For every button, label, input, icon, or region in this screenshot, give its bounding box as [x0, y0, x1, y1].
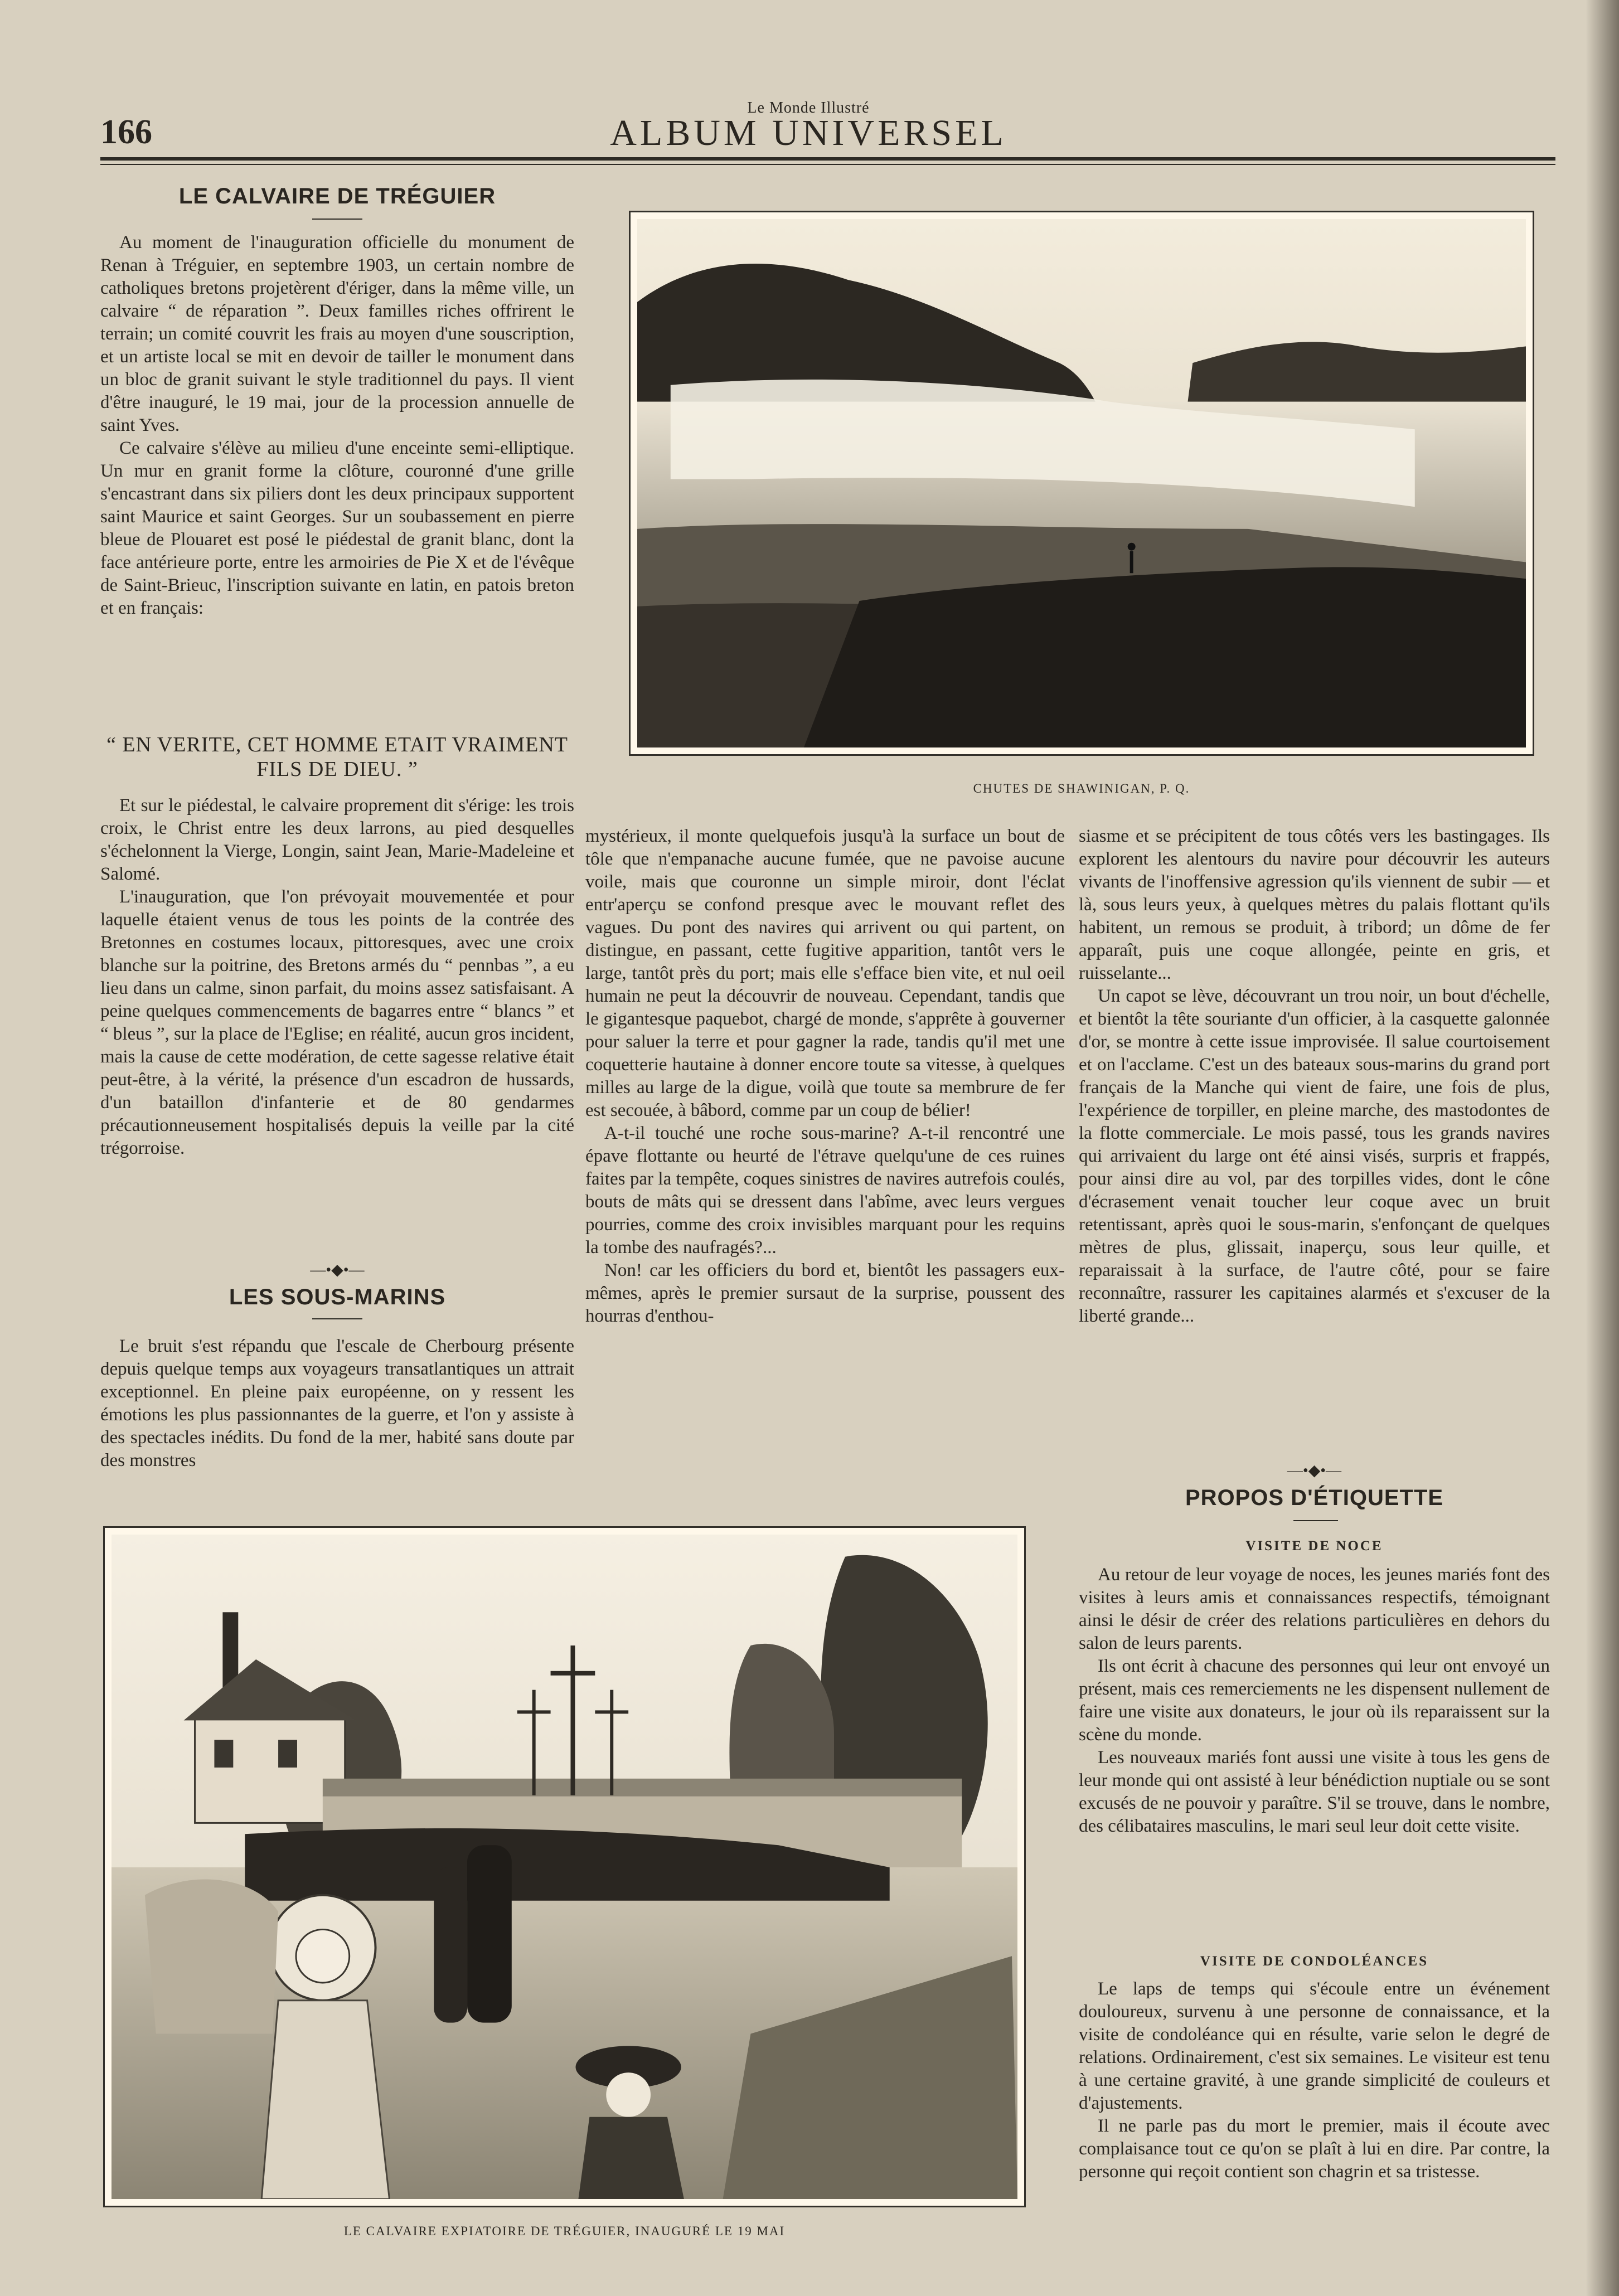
publication-title: ALBUM UNIVERSEL: [610, 113, 1007, 153]
masthead: Le Monde Illustré: [747, 99, 870, 117]
section-ornament: —•◆•—: [1287, 1462, 1342, 1479]
calvaire-paragraph: Et sur le piédestal, le calvaire proprement dit s'érige: les trois croix, le Christ entre les deux larrons, au pied desquelles s'échelonnent la Vierge, Longin, saint Jean, Marie-Madeleine et Salomé.: [100, 795, 574, 884]
section-ornament: —•◆•—: [310, 1261, 365, 1279]
sous-marins-col2: [585, 825, 1065, 1328]
sous-marins-paragraph: Le bruit s'est répandu que l'escale de Cherbourg présente depuis quelque temps aux voyageurs transatlantiques un attrait exceptionnel. En pleine paix européenne, on y ressent les émotions les plus passionnantes de la guerre, et l'on y assiste à des spectacles inédits. Du fond de la mer, habité sans doute par des monstres: [100, 1336, 574, 1470]
heading-rule: [312, 219, 362, 220]
page-number: 166: [100, 113, 152, 151]
sous-marins-paragraph: siasme et se précipitent de tous côtés vers les bastingages. Ils explorent les alentours du navire pour découvrir les auteurs vivants de l'inoffensive agression qu'ils viennent de subir — et là, sous leurs yeux, à quelques mètres du palais flottant qu'ils habitent, un remous se produit, à tribord; un dôme de fer apparaît, puis une coque allongée, peinte en gris, et ruisselante...: [1079, 826, 1550, 983]
calvaire-paragraph: L'inauguration, que l'on prévoyait mouvementée et pour laquelle étaient venus de tous les points de la contrée des Bretonnes en costumes locaux, pittoresques, avec une croix blanche sur la poitrine, des Bretons armés du “ pennbas ”, a eu lieu dans un calme, sinon parfait, du moins assez satisfaisant. A peine quelques commencements de bagarres entre “ blancs ” et “ bleus ”, sur la place de l'Eglise; en réalité, aucun gros incident, mais la cause de cette modération, de cette sagesse relative était peut-être, à la vérité, la présence d'un escadron de hussards, d'un bataillon d'infanterie et de 80 gendarmes précautionneusement hospitalisés depuis la veille par la cité trégorroise.: [100, 887, 574, 1158]
etiquette-condoleances-text: [1079, 1978, 1550, 2183]
sous-marins-paragraph: A-t-il touché une roche sous-marine? A-t-il rencontré une épave flottante ou heurté de l'étrave quelqu'une de ces ruines faites par la tempête, coques sinistres de navires autrefois coulés, bouts de mâts qui se dressent dans l'abîme, avec leurs vergues pourries, comme des croix invisibles marquant pour les requins la tombe des naufragés?...: [585, 1123, 1065, 1258]
etiquette-noce-text: [1079, 1564, 1550, 1838]
etiquette-paragraph: Ils ont écrit à chacune des personnes qui leur ont envoyé un présent, mais ces remerciements ne les dispensent nullement de faire une visite aux donateurs, le jour où ils reparaissent sur la scène du monde.: [1079, 1656, 1550, 1745]
sous-marins-col3: [1079, 825, 1550, 1328]
heading-rule: [1293, 1520, 1338, 1521]
sous-marins-paragraph: mystérieux, il monte quelquefois jusqu'à la surface un bout de tôle que n'empanache aucune fumée, que ne pavoise aucune voile, mais que couronne un simple miroir, dont l'éclat entr'aperçu se confond presque avec le mouvant reflet des vagues. Du pont des navires qui arrivent ou qui partent, on distingue, en passant, cette fugitive apparition, tantôt vers le large, tantôt près du port; mais elle s'efface bien vite, et nul oeil humain ne peut la découvrir de nouveau. Cependant, tandis que le gigantesque paquebot, chargé de monde, s'apprête à gouverner pour saluer la terre et pour gagner la rade, tandis qu'il met une coquetterie hautaine à donner encore toute sa vitesse, à quelques milles au large de la digue, voilà que toute sa membrure de fer est secouée, à bâbord, comme par un coup de bélier!: [585, 826, 1065, 1120]
visite-de-condoleances-subheading: VISITE DE CONDOLÉANCES: [1200, 1954, 1429, 1969]
shawinigan-illustration: [637, 219, 1526, 747]
calvaire-heading: LE CALVAIRE DE TRÉGUIER: [178, 184, 496, 208]
etiquette-heading: PROPOS D'ÉTIQUETTE: [1185, 1486, 1444, 1510]
calvaire-paragraph: Au moment de l'inauguration officielle du monument de Renan à Tréguier, en septembre 1903, un certain nombre de catholiques bretons projetèrent d'ériger, dans la même ville, un calvaire “ de réparation ”. Deux familles riches offrirent le terrain; un comité couvrit les frais au moyen d'une souscription, et un artiste local se mit en devoir de tailler le monument dans un bloc de granit suivant le style traditionnel du pays. Il vient d'être inauguré, le 19 mai, jour de la procession annuelle de saint Yves.: [100, 232, 574, 435]
calvaire-text-continued: [100, 794, 574, 1160]
sous-marins-col1: [100, 1335, 574, 1472]
calvaire-inscription-quote: “ EN VERITE, CET HOMME ETAIT VRAIMENT FILS DE DIEU. ”: [106, 733, 569, 781]
heading-rule: [312, 1318, 362, 1319]
calvaire-paragraph: Ce calvaire s'élève au milieu d'une enceinte semi-elliptique. Un mur en granit forme la clôture, couronné d'une grille s'encastrant dans six piliers dont les deux principaux supportent saint Maurice et saint Georges. Sur un soubassement en pierre bleue de Plouaret est posé le piédestal de granit blanc, dont la face antérieure porte, entre les armoiries de Pie X et de l'évêque de Saint-Brieuc, l'inscription suivante en latin, en patois breton et en français:: [100, 438, 574, 618]
calvaire-caption: LE CALVAIRE EXPIATOIRE DE TRÉGUIER, INAUGURÉ LE 19 MAI: [343, 2224, 786, 2238]
etiquette-paragraph: Le laps de temps qui s'écoule entre un événement douloureux, survenu à une personne de connaissance, et la visite de condoléance qui en résulte, varie selon le degré de relations. Ordinairement, c'est six semaines. Le visiteur est tenu à une certaine gravité, à une grande simplicité de couleurs et d'ajustements.: [1079, 1979, 1550, 2113]
sous-marins-heading: LES SOUS-MARINS: [229, 1285, 446, 1309]
etiquette-paragraph: Au retour de leur voyage de noces, les jeunes mariés font des visites à leurs amis et connaissances respectifs, témoignant ainsi le désir de créer des relations particulières en dehors du salon de leurs parents.: [1079, 1565, 1550, 1653]
shawinigan-caption: CHUTES DE SHAWINIGAN, P. Q.: [973, 781, 1190, 795]
calvaire-illustration: [112, 1535, 1017, 2199]
header-rule: [100, 157, 1555, 161]
etiquette-paragraph: Les nouveaux mariés font aussi une visite à tous les gens de leur monde qui ont assisté à leur bénédiction nuptiale ou se sont excusés de ne pouvoir y paraître. S'il se trouve, dans le nombre, des célibataires masculins, le mari seul leur doit cette visite.: [1079, 1748, 1550, 1836]
etiquette-paragraph: Il ne parle pas du mort le premier, mais il écoute avec complaisance tout ce qu'on se plaît à lui en dire. Par contre, la personne qui reçoit contient son chagrin et sa tristesse.: [1079, 2116, 1550, 2182]
page-edge-shadow: [1586, 0, 1619, 2296]
header-rule-thin: [100, 164, 1555, 165]
sous-marins-paragraph: Non! car les officiers du bord et, bientôt les passagers eux-mêmes, après le premier sursaut de la surprise, poussent des hourras d'enthou-: [585, 1260, 1065, 1326]
visite-de-noce-subheading: VISITE DE NOCE: [1245, 1538, 1383, 1554]
shawinigan-falls-photo: [629, 211, 1534, 756]
calvaire-text: [100, 231, 574, 620]
sous-marins-paragraph: Un capot se lève, découvrant un trou noir, un bout d'échelle, et bientôt la tête souriante d'un officier, à la casquette galonnée d'or, se montre à cette issue improvisée. Il salue courtoisement et on l'acclame. C'est un des bateaux sous-marins du grand port français de la Manche qui vient de faire, une fois de plus, l'expérience de torpiller, en pleine marche, des mastodontes de la flotte commerciale. Le mois passé, tous les grands navires qui arrivaient du large ont été ainsi visés, surpris et frappés, pour ainsi dire au vol, par des torpilles vides, dont le cône d'écrasement venait toucher leur coque avec un bruit retentissant, après quoi le sous-marin, s'enfonçant de quelques mètres de plus, glissait, inaperçu, sous leur quille, et reparaissait à la surface, de l'autre côté, pour se faire reconnaître, rassurer les capitaines alarmés et s'excuser de la liberté grande...: [1079, 986, 1550, 1326]
calvaire-treguier-photo: [103, 1526, 1026, 2207]
